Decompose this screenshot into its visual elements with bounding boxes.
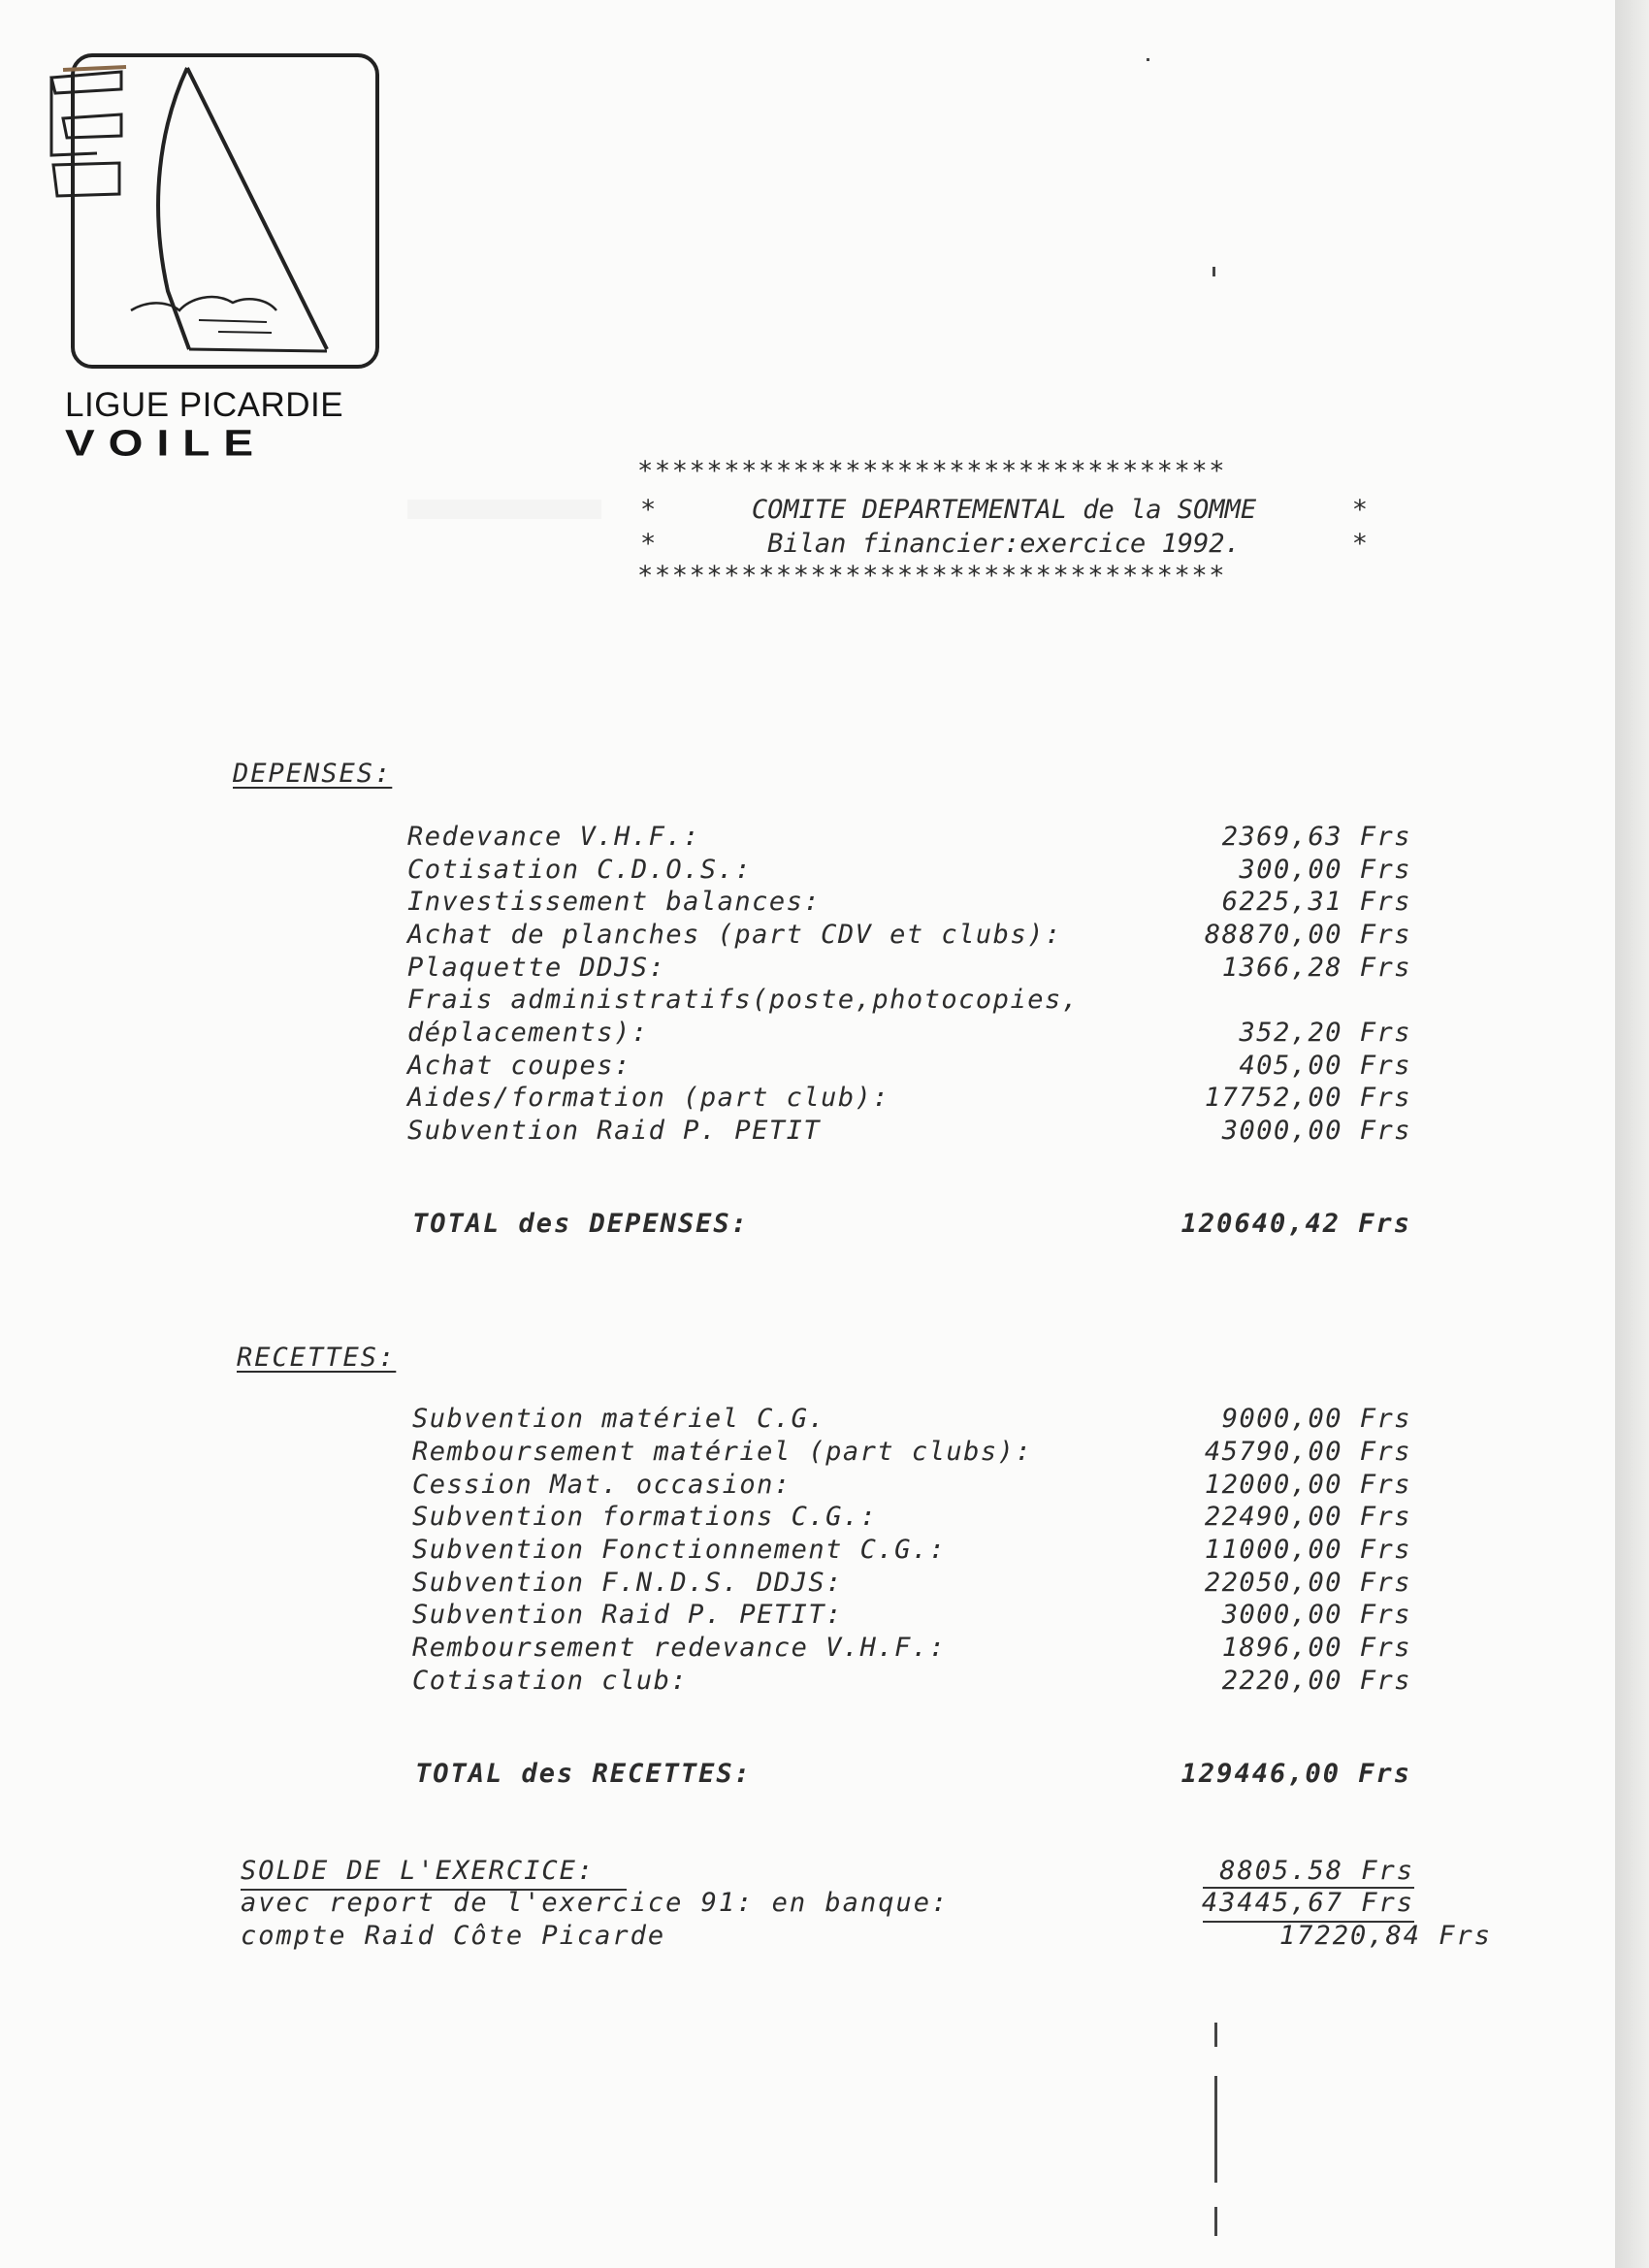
row-label: Subvention F.N.D.S. DDJS: bbox=[412, 1568, 843, 1598]
depense-row bbox=[407, 920, 1411, 951]
depense-row bbox=[407, 822, 1411, 853]
row-amount: 3000,00 Frs bbox=[1221, 1600, 1411, 1630]
row-label: Subvention formations C.G.: bbox=[412, 1502, 878, 1532]
row-label: Aides/formation (part club): bbox=[407, 1083, 890, 1113]
row-label: Redevance V.H.F.: bbox=[407, 822, 700, 852]
row-amount: 1366,28 Frs bbox=[1221, 953, 1411, 983]
recette-row bbox=[412, 1600, 1411, 1631]
row-amount: 405,00 Frs bbox=[1239, 1051, 1411, 1081]
sailboat-icon bbox=[44, 49, 393, 378]
total-label: TOTAL des DEPENSES: bbox=[412, 1209, 749, 1239]
row-amount: 17752,00 Frs bbox=[1204, 1083, 1411, 1113]
row-label: Plaquette DDJS: bbox=[407, 953, 666, 983]
stray-mark bbox=[1214, 2207, 1217, 2236]
raid-row bbox=[241, 1921, 1492, 1954]
stray-mark bbox=[1147, 58, 1149, 61]
depense-row bbox=[407, 855, 1411, 886]
header-stars-top: ********************************** bbox=[637, 456, 1227, 486]
header-line-2 bbox=[640, 529, 1368, 564]
total-depenses-row bbox=[412, 1209, 1411, 1242]
row-label: Subvention matériel C.G. bbox=[412, 1404, 826, 1434]
header-line-1 bbox=[640, 495, 1368, 530]
row-label: Subvention Fonctionnement C.G.: bbox=[412, 1535, 947, 1565]
show-through bbox=[407, 500, 601, 519]
report-amount: 43445,67 Frs bbox=[1201, 1888, 1414, 1918]
row-amount: 9000,00 Frs bbox=[1221, 1404, 1411, 1434]
row-label: Cession Mat. occasion: bbox=[412, 1470, 792, 1500]
row-label: Cotisation club: bbox=[412, 1666, 689, 1696]
recette-row bbox=[412, 1404, 1411, 1435]
league-logo bbox=[44, 49, 393, 464]
total-recettes-row bbox=[415, 1759, 1411, 1792]
depense-row bbox=[407, 953, 1411, 984]
depense-row bbox=[407, 887, 1411, 918]
header-star: * bbox=[1351, 529, 1368, 559]
depense-row bbox=[407, 985, 1411, 1016]
depense-row bbox=[407, 1018, 1411, 1049]
header-title: COMITE DEPARTEMENTAL de la SOMME bbox=[751, 495, 1257, 525]
row-label: Remboursement matériel (part clubs): bbox=[412, 1437, 1033, 1467]
row-label: Achat coupes: bbox=[407, 1051, 631, 1081]
row-amount: 2369,63 Frs bbox=[1221, 822, 1411, 852]
row-amount: 45790,00 Frs bbox=[1204, 1437, 1411, 1467]
recette-row bbox=[412, 1666, 1411, 1697]
row-label: Frais administratifs(poste,photocopies, bbox=[407, 985, 1080, 1015]
recette-row bbox=[412, 1437, 1411, 1468]
recette-row bbox=[412, 1470, 1411, 1501]
row-amount: 11000,00 Frs bbox=[1204, 1535, 1411, 1565]
total-amount: 120640,42 Frs bbox=[1180, 1209, 1411, 1239]
logo-text-voile: VOILE bbox=[65, 421, 268, 464]
row-amount: 1896,00 Frs bbox=[1221, 1633, 1411, 1663]
section-title-recettes: RECETTES: bbox=[237, 1343, 397, 1373]
row-amount: 300,00 Frs bbox=[1239, 855, 1411, 885]
report-label: avec report de l'exercice 91: en banque: bbox=[241, 1888, 950, 1918]
header-subtitle: Bilan financier:exercice 1992. bbox=[767, 529, 1241, 559]
header-stars-bottom: ********************************** bbox=[637, 561, 1227, 591]
recette-row bbox=[412, 1535, 1411, 1566]
stray-mark bbox=[1214, 2076, 1217, 2183]
section-title-depenses: DEPENSES: bbox=[233, 759, 393, 789]
row-label: Achat de planches (part CDV et clubs): bbox=[407, 920, 1062, 950]
row-amount: 6225,31 Frs bbox=[1221, 887, 1411, 917]
solde-label: SOLDE DE L'EXERCICE: bbox=[241, 1856, 596, 1886]
solde-row bbox=[241, 1856, 1414, 1889]
row-amount: 12000,00 Frs bbox=[1204, 1470, 1411, 1500]
total-amount: 129446,00 Frs bbox=[1180, 1759, 1411, 1789]
recette-row bbox=[412, 1568, 1411, 1599]
depense-row bbox=[407, 1083, 1411, 1114]
total-label: TOTAL des RECETTES: bbox=[415, 1759, 752, 1789]
row-amount: 3000,00 Frs bbox=[1221, 1116, 1411, 1146]
row-amount: 22050,00 Frs bbox=[1204, 1568, 1411, 1598]
solde-amount: 8805.58 Frs bbox=[1219, 1856, 1414, 1886]
page-edge bbox=[1615, 0, 1649, 2268]
logo-text-ligue: LIGUE PICARDIE bbox=[65, 386, 344, 424]
stray-mark bbox=[1214, 2023, 1217, 2047]
header-star: * bbox=[1351, 495, 1368, 525]
row-label: déplacements): bbox=[407, 1018, 649, 1048]
row-label: Cotisation C.D.O.S.: bbox=[407, 855, 753, 885]
row-amount: 2220,00 Frs bbox=[1221, 1666, 1411, 1696]
header-star: * bbox=[640, 529, 657, 559]
depense-row bbox=[407, 1116, 1411, 1147]
row-amount: 352,20 Frs bbox=[1239, 1018, 1411, 1048]
row-label: Investissement balances: bbox=[407, 887, 822, 917]
row-label: Subvention Raid P. PETIT: bbox=[412, 1600, 843, 1630]
stray-mark bbox=[1212, 267, 1215, 276]
header-star: * bbox=[640, 495, 657, 525]
raid-amount: 17220,84 Frs bbox=[1278, 1921, 1492, 1951]
report-row bbox=[241, 1888, 1414, 1921]
row-amount: 88870,00 Frs bbox=[1204, 920, 1411, 950]
row-amount: 22490,00 Frs bbox=[1204, 1502, 1411, 1532]
raid-label: compte Raid Côte Picarde bbox=[241, 1921, 666, 1951]
recette-row bbox=[412, 1502, 1411, 1533]
row-label: Subvention Raid P. PETIT bbox=[407, 1116, 822, 1146]
row-label: Remboursement redevance V.H.F.: bbox=[412, 1633, 947, 1663]
depense-row bbox=[407, 1051, 1411, 1082]
recette-row bbox=[412, 1633, 1411, 1664]
